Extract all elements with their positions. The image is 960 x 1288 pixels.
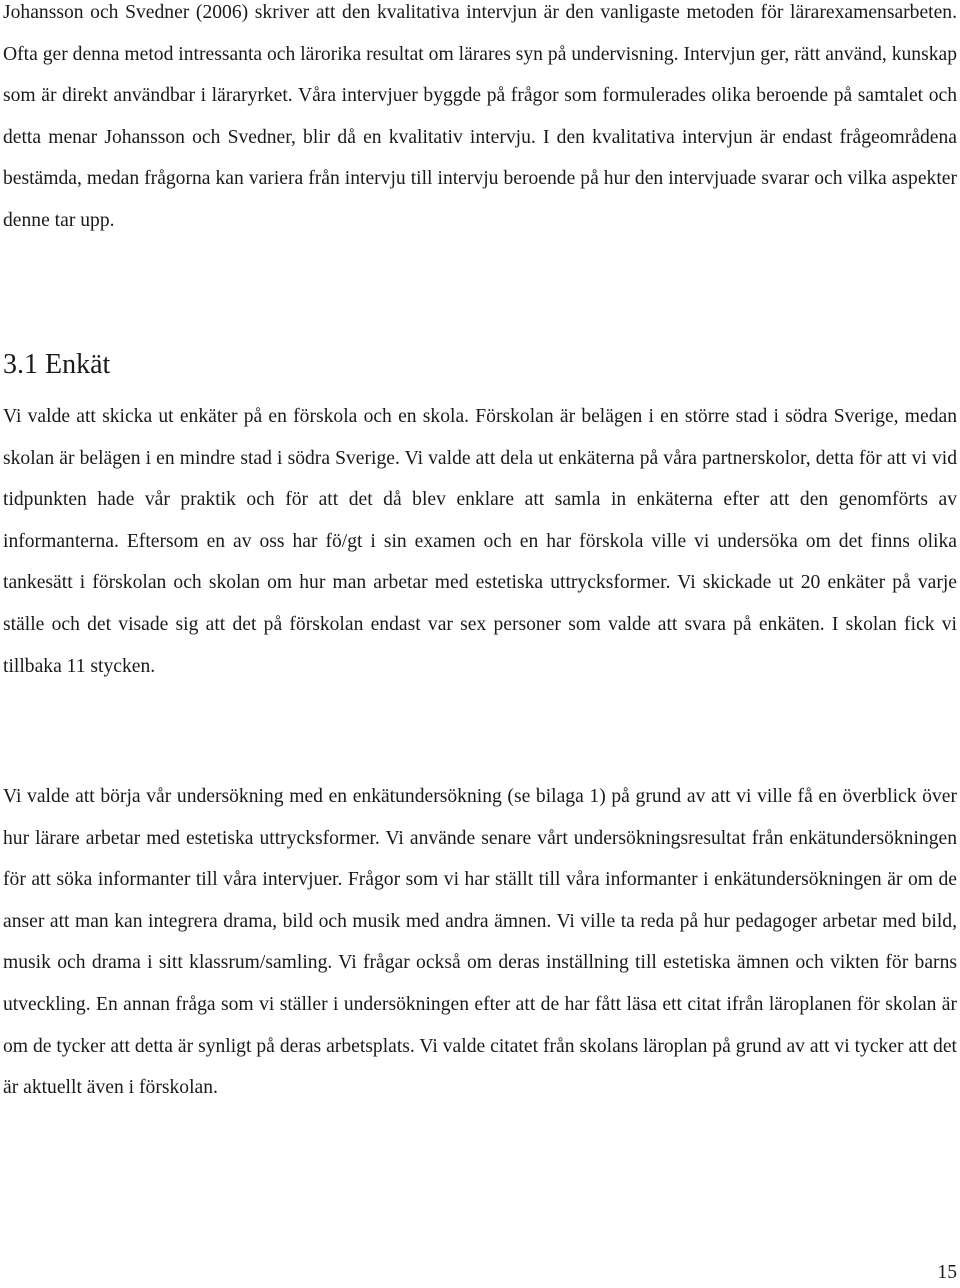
page-number: 15 [937,1262,957,1283]
body-paragraph-interview-method: Johansson och Svedner (2006) skriver att den kvalitativa intervjun är den vanligaste metoden för lärarexamensarbeten. Ofta ger denna metod intressanta och lärorika resultat om lärares syn på undervisning. Intervjun ger, rätt använd, kunskap som är direkt användbar i läraryrket. Våra intervjuer byggde på frågor som formulerades olika beroende på samtalet och detta menar Johansson och Svedner, blir då en kvalitativ intervju. I den kvalitativa intervjun är endast frågeområdena bestämda, medan frågorna kan variera från intervju till intervju beroende på hur den intervjuade svarar och vilka aspekter denne tar upp. [3,2,957,231]
body-paragraph-survey-questions: Vi valde att börja vår undersökning med en enkätundersökning (se bilaga 1) på grund av att vi ville få en överblick över hur lärare arbetar med estetiska uttrycksformer. Vi använde senare vårt undersökningsresultat från enkätundersökningen för att söka informanter till våra intervjuer. Frågor som vi har ställt till våra informanter i enkätundersökningen är om de anser att man kan integrera drama, bild och musik med andra ämnen. Vi ville ta reda på hur pedagoger arbetar med bild, musik och drama i sitt klassrum/samling. Vi frågar också om deras inställning till estetiska ämnen och vikten för barns utveckling. En annan fråga som vi ställer i undersökningen efter att de har fått läsa ett citat ifrån läroplanen för skolan är om de tycker att detta är synligt på deras arbetsplats. Vi valde citatet från skolans läroplan på grund av att vi tycker att det är aktuellt även i förskolan. [3,786,957,1099]
section-heading: 3.1 Enkät [3,349,111,380]
body-paragraph-survey-distribution: Vi valde att skicka ut enkäter på en förskola och en skola. Förskolan är belägen i en större stad i södra Sverige, medan skolan är belägen i en mindre stad i södra Sverige. Vi valde att dela ut enkäterna på våra partnerskolor, detta för att vi vid tidpunkten hade vår praktik och för att det då blev enklare att samla in enkäterna efter att den genomförts av informanterna. Eftersom en av oss har fö/gt i sin examen och en har förskola ville vi undersöka om det finns olika tankesätt i förskolan och skolan om hur man arbetar med estetiska uttrycksformer. Vi skickade ut 20 enkäter på varje ställe och det visade sig att det på förskolan endast var sex personer som valde att svara på enkäten. I skolan fick vi tillbaka 11 stycken. [3,406,957,677]
